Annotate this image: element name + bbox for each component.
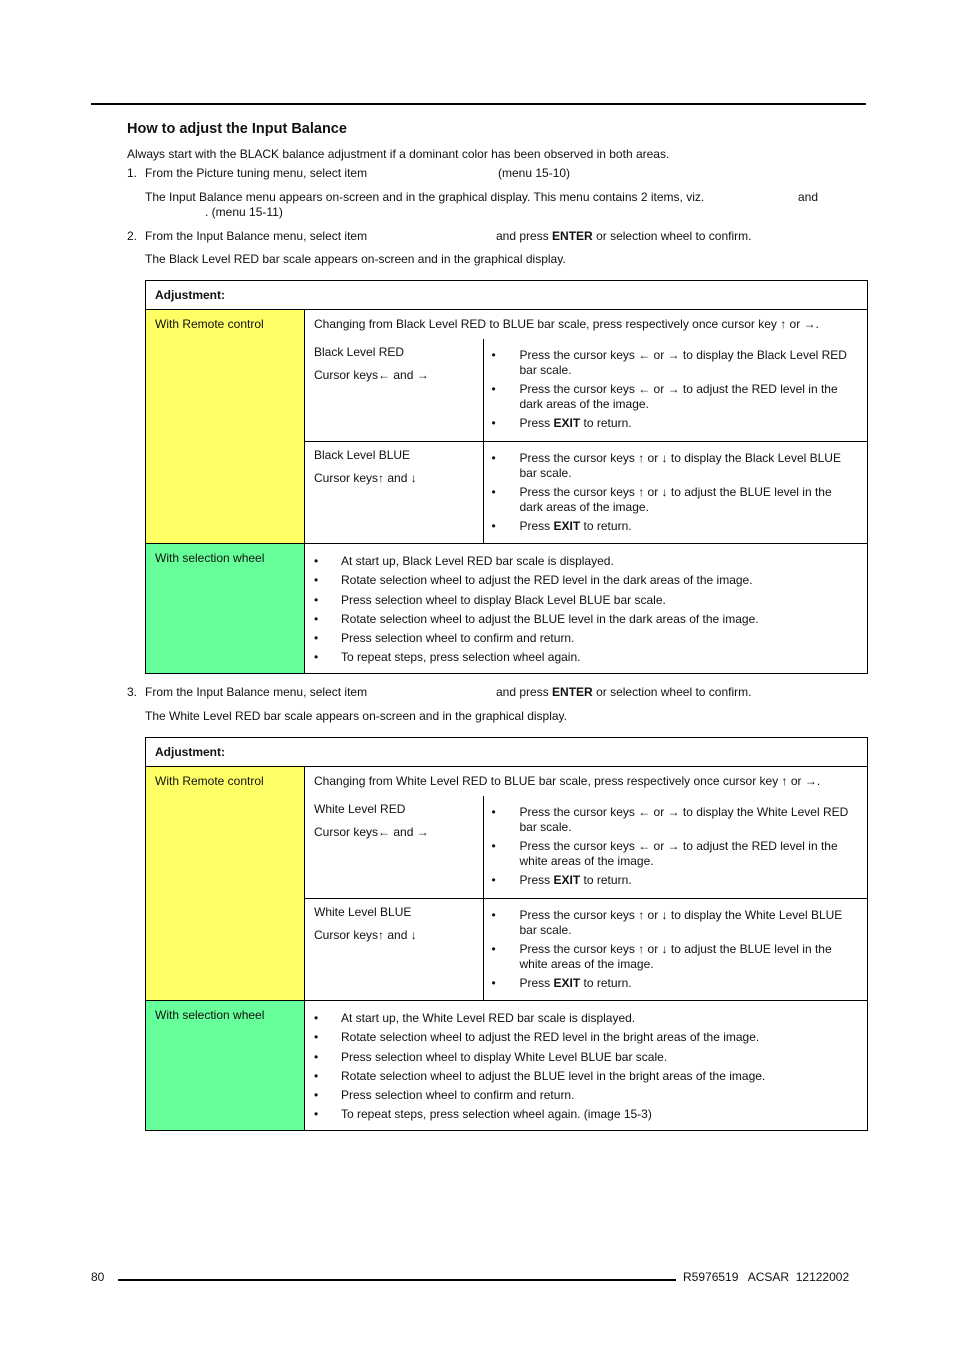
white-red-title: White Level RED <box>314 802 406 816</box>
list-item: • Press the cursor keys ↑ or ↓ to display the White Level BLUE bar scale. <box>492 908 857 938</box>
step-3-confirm: and press ENTER or selection wheel to confirm. <box>496 685 752 699</box>
list-item: • Rotate selection wheel to adjust the RED level in the dark areas of the image. <box>314 573 858 592</box>
page-number: 80 <box>91 1270 105 1284</box>
list-item: • Press the cursor keys ↑ or ↓ to adjust the BLUE level in the dark areas of the image. <box>492 485 857 515</box>
step-2-text: From the Input Balance menu, select item <box>145 229 368 243</box>
remote-control-label: With Remote control <box>146 310 305 544</box>
list-item: • Press the cursor keys ↑ or ↓ to adjust the BLUE level in the white areas of the image. <box>492 942 857 972</box>
step-2-confirm: and press ENTER or selection wheel to confirm. <box>496 229 752 243</box>
list-item: • To repeat steps, press selection wheel again. (image 15-3) <box>314 1107 858 1126</box>
step-2-note: The Black Level RED bar scale appears on-screen and in the graphical display. <box>145 252 566 266</box>
white-blue-title: White Level BLUE <box>314 904 412 919</box>
remote-subtable <box>305 339 868 543</box>
list-item: • Press selection wheel to display Black Level BLUE bar scale. <box>314 593 858 612</box>
step-1-note-menu-ref: . (menu 15-11) <box>205 205 283 219</box>
remote-subtable <box>305 796 868 1000</box>
list-item: • Press EXIT to return. <box>492 416 857 431</box>
step-1-menu-ref: (menu 15-10) <box>498 166 571 180</box>
white-red-keys: Cursor keys← and → <box>314 825 429 839</box>
list-item: • Press EXIT to return. <box>492 519 857 534</box>
enter-key-label: ENTER <box>552 685 593 699</box>
remote-control-label: With Remote control <box>146 767 305 1001</box>
table-header: Adjustment: <box>146 738 868 767</box>
list-item: • At start up, the White Level RED bar scale is displayed. <box>314 1011 858 1030</box>
list-item: • Press selection wheel to confirm and return. <box>314 631 858 650</box>
list-item: • To repeat steps, press selection wheel again. <box>314 650 858 669</box>
step-3-number: 3. <box>127 685 138 699</box>
white-blue-keys: Cursor keys↑ and ↓ <box>314 927 417 942</box>
remote-control-intro: Changing from White Level RED to BLUE bar scale, press respectively once cursor key ↑ or →. <box>314 774 821 788</box>
adjustment-table-white <box>145 737 868 1131</box>
enter-key-label: ENTER <box>552 229 593 243</box>
step-1-note: The Input Balance menu appears on-screen and in the graphical display. This menu contains 2 items, viz. <box>145 190 705 204</box>
step-1-text: From the Picture tuning menu, select item <box>145 166 368 180</box>
list-item: • Press the cursor keys ← or → to display the Black Level RED bar scale. <box>492 348 857 378</box>
list-item: • Press the cursor keys ← or → to adjust the RED level in the dark areas of the image. <box>492 382 857 412</box>
intro-text: Always start with the BLACK balance adjustment if a dominant color has been observed in both areas. <box>127 147 670 161</box>
adjustment-table-black <box>145 280 868 674</box>
black-blue-keys: Cursor keys↑ and ↓ <box>314 470 417 485</box>
black-red-title: Black Level RED <box>314 345 405 359</box>
list-item: • Press selection wheel to display White Level BLUE bar scale. <box>314 1050 858 1069</box>
list-item: • Press the cursor keys ← or → to adjust the RED level in the white areas of the image. <box>492 839 857 869</box>
selection-wheel-label: With selection wheel <box>146 1001 305 1131</box>
table-header: Adjustment: <box>146 281 868 310</box>
step-1-number: 1. <box>127 166 138 180</box>
remote-control-intro: Changing from Black Level RED to BLUE bar scale, press respectively once cursor key ↑ or →. <box>314 317 819 331</box>
footer-rule <box>118 1279 676 1281</box>
selection-wheel-steps <box>305 1001 867 1127</box>
section-heading: How to adjust the Input Balance <box>127 121 347 137</box>
top-rule <box>91 103 866 105</box>
document-reference: R5976519 ACSAR 12122002 <box>683 1270 850 1284</box>
list-item: • Rotate selection wheel to adjust the BLUE level in the bright areas of the image. <box>314 1069 858 1088</box>
selection-wheel-label: With selection wheel <box>146 544 305 674</box>
list-item: • Press EXIT to return. <box>492 976 857 991</box>
list-item: • At start up, Black Level RED bar scale is displayed. <box>314 554 858 573</box>
step-3-text: From the Input Balance menu, select item <box>145 685 368 699</box>
list-item: • Rotate selection wheel to adjust the BLUE level in the dark areas of the image. <box>314 612 858 631</box>
list-item: • Press selection wheel to confirm and return. <box>314 1088 858 1107</box>
black-blue-title: Black Level BLUE <box>314 447 411 462</box>
step-3-note: The White Level RED bar scale appears on-screen and in the graphical display. <box>145 709 568 723</box>
selection-wheel-steps <box>305 544 867 670</box>
black-red-keys: Cursor keys← and → <box>314 368 429 382</box>
step-2-number: 2. <box>127 229 138 243</box>
step-1-note-and: and <box>798 190 819 204</box>
list-item: • Press the cursor keys ↑ or ↓ to display the Black Level BLUE bar scale. <box>492 451 857 481</box>
list-item: • Press the cursor keys ← or → to display the White Level RED bar scale. <box>492 805 857 835</box>
list-item: • Press EXIT to return. <box>492 873 857 888</box>
list-item: • Rotate selection wheel to adjust the RED level in the bright areas of the image. <box>314 1030 858 1049</box>
